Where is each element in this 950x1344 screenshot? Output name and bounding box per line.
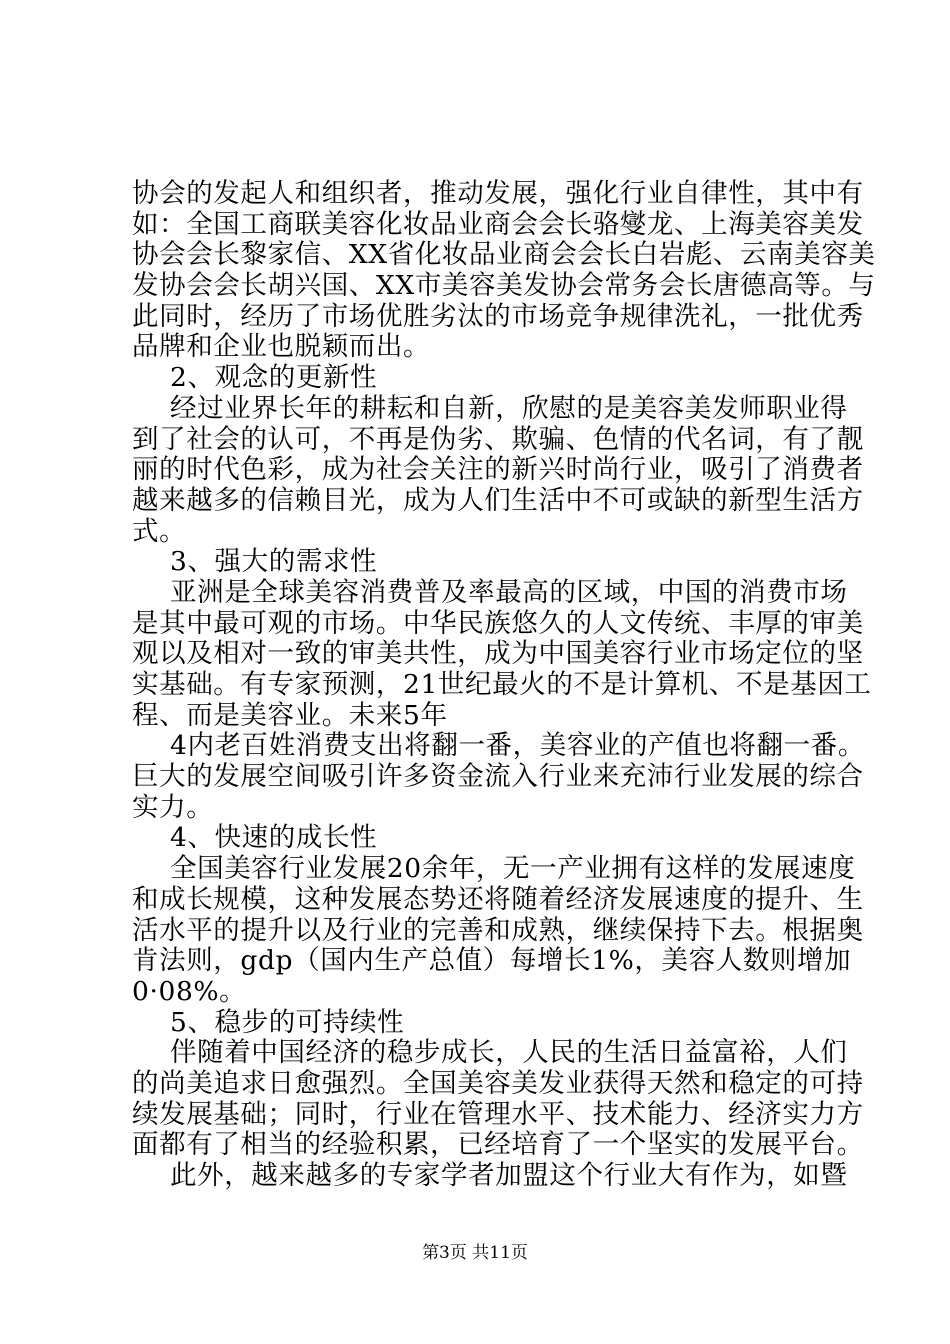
text-line: 巨大的发展空间吸引许多资金流入行业来充沛行业发展的综合	[132, 761, 864, 792]
text-line: 协会会长黎家信、XX省化妆品业商会会长白岩彪、云南美容美	[132, 239, 876, 270]
text-line: 活水平的提升以及行业的完善和成熟，继续保持下去。根据奥	[132, 915, 864, 946]
text-line: 发协会会长胡兴国、XX市美容美发协会常务会长唐德高等。与	[132, 270, 876, 301]
section-heading: 4、快速的成长性	[170, 822, 378, 853]
text-line: 协会的发起人和组织者，推动发展，强化行业自律性，其中有	[132, 178, 864, 209]
text-line: 此同时，经历了市场优胜劣汰的市场竞争规律洗礼，一批优秀	[132, 301, 864, 332]
text-line: 和成长规模，这种发展态势还将随着经济发展速度的提升、生	[132, 884, 864, 915]
text-line: 程、而是美容业。未来5年	[132, 700, 448, 731]
text-line: 面都有了相当的经验积累，已经培育了一个坚实的发展平台。	[132, 1129, 864, 1160]
text-line: 全国美容行业发展20余年，无一产业拥有这样的发展速度	[170, 853, 856, 884]
text-line: 越来越多的信赖目光，成为人们生活中不可或缺的新型生活方	[132, 485, 864, 516]
text-line: 肯法则，gdp（国内生产总值）每增长1%，美容人数则增加	[132, 945, 852, 976]
text-line: 亚洲是全球美容消费普及率最高的区域，中国的消费市场	[170, 577, 848, 608]
text-line: 的尚美追求日愈强烈。全国美容美发业获得天然和稳定的可持	[132, 1068, 864, 1099]
page-number-footer: 第3页 共11页	[422, 1243, 528, 1263]
section-heading: 2、观念的更新性	[170, 362, 378, 393]
text-line: 此外，越来越多的专家学者加盟这个行业大有作为，如暨	[170, 1160, 848, 1191]
section-heading: 3、强大的需求性	[170, 546, 378, 577]
text-line: 4内老百姓消费支出将翻一番，美容业的产值也将翻一番。	[170, 730, 865, 761]
text-line: 伴随着中国经济的稳步成长，人民的生活日益富裕，人们	[170, 1037, 848, 1068]
text-line: 丽的时代色彩，成为社会关注的新兴时尚行业，吸引了消费者	[132, 454, 864, 485]
text-line: 实基础。有专家预测，21世纪最火的不是计算机、不是基因工	[132, 669, 872, 700]
text-line: 是其中最可观的市场。中华民族悠久的人文传统、丰厚的审美	[132, 608, 864, 639]
text-line: 实力。	[132, 792, 214, 823]
text-line: 经过业界长年的耕耘和自新，欣慰的是美容美发师职业得	[170, 393, 848, 424]
text-line: 如：全国工商联美容化妆品业商会会长骆燮龙、上海美容美发	[132, 209, 864, 240]
text-line: 品牌和企业也脱颖而出。	[132, 331, 431, 362]
text-line: 式。	[132, 516, 187, 547]
text-line: 观以及相对一致的审美共性，成为中国美容行业市场定位的坚	[132, 638, 864, 669]
text-line: 续发展基础；同时，行业在管理水平、技术能力、经济实力方	[132, 1099, 864, 1130]
text-line: 到了社会的认可，不再是伪劣、欺骗、色情的代名词，有了靓	[132, 424, 864, 455]
section-heading: 5、稳步的可持续性	[170, 1007, 405, 1038]
text-line: 0·08%。	[132, 976, 247, 1007]
